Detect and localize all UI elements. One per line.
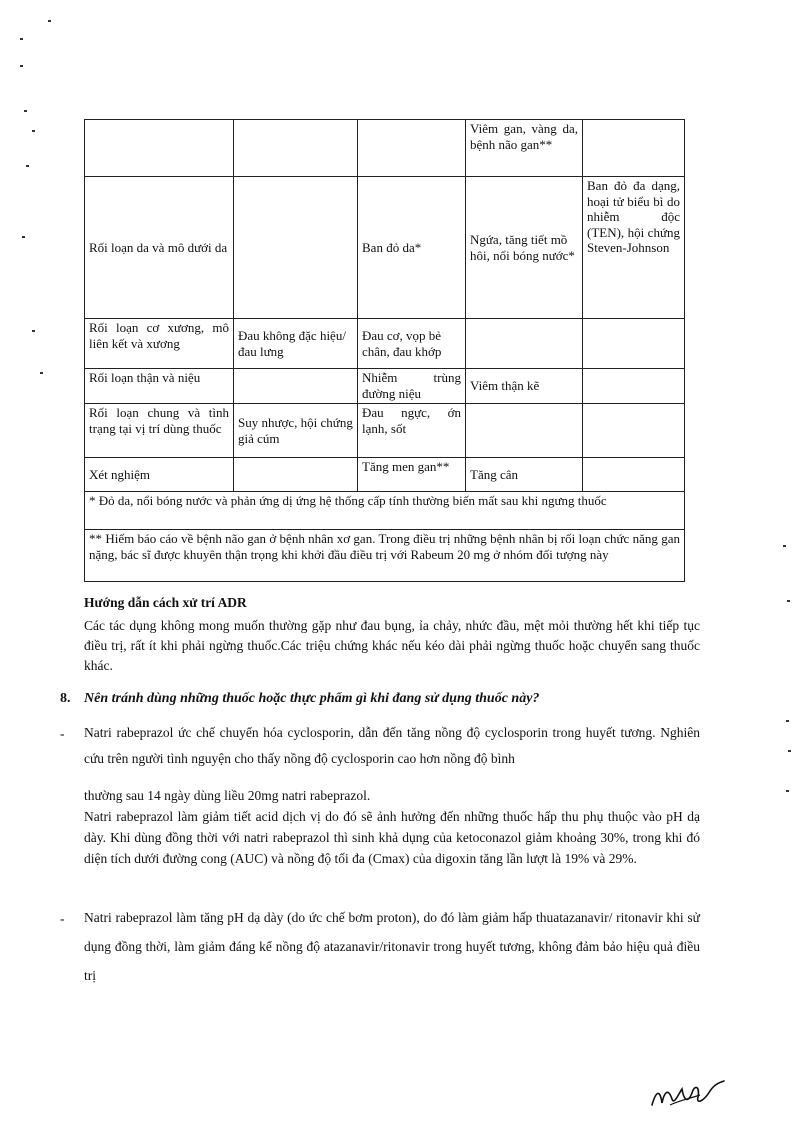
scan-speck bbox=[783, 545, 786, 547]
interaction-atazanavir: Natri rabeprazol làm tăng pH dạ dày (do ức chế bơm proton), do đó làm giảm hấp thuatazanavir/ ritonavir khi sử dụng đồng thời, làm giảm đáng kể nồng độ atazanavir/ritonavir trong huyết tương, không đảm bảo hiệu quả điều trị bbox=[84, 910, 700, 983]
scan-speck bbox=[40, 372, 43, 374]
section-title: Nên tránh dùng những thuốc hoặc thực phẩm gì khi đang sử dụng thuốc này? bbox=[84, 691, 540, 706]
table-cell bbox=[234, 369, 358, 404]
scan-speck bbox=[22, 236, 25, 238]
table-cell bbox=[583, 319, 685, 369]
table-cell: Xét nghiệm bbox=[85, 458, 234, 492]
table-cell: Rối loạn chung và tình trạng tại vị trí dùng thuốc bbox=[85, 404, 234, 458]
interaction-cyclosporin: Natri rabeprazol ức chế chuyển hóa cyclosporin, dẫn đến tăng nồng độ cyclosporin trong huyết tương. Nghiên cứu trên người tình nguyện cho thấy nồng độ cyclosporin cao hơn nồng độ bình bbox=[84, 725, 700, 766]
scan-speck bbox=[24, 110, 27, 112]
section-8-heading bbox=[60, 690, 539, 709]
table-cell bbox=[583, 369, 685, 404]
interaction-cyclosporin-end: thường sau 14 ngày dùng liều 20mg natri rabeprazol. bbox=[84, 788, 371, 803]
interaction-block-3 bbox=[84, 903, 700, 990]
scan-speck bbox=[786, 790, 789, 792]
section-number: 8. bbox=[60, 691, 71, 706]
table-cell bbox=[583, 120, 685, 177]
table-row bbox=[85, 369, 685, 404]
scan-speck bbox=[786, 720, 789, 722]
table-cell: Suy nhược, hội chứng giả cúm bbox=[234, 404, 358, 458]
table-cell: Ban đỏ da* bbox=[358, 177, 466, 319]
scan-speck bbox=[48, 20, 51, 22]
table-row bbox=[85, 404, 685, 458]
table-footnote-row bbox=[85, 492, 685, 530]
scan-speck bbox=[20, 38, 23, 40]
interaction-block-1-end bbox=[84, 786, 700, 806]
table-cell: Đau không đặc hiệu/ đau lưng bbox=[234, 319, 358, 369]
table-row bbox=[85, 458, 685, 492]
table-cell: Đau ngực, ớn lạnh, sốt bbox=[358, 404, 466, 458]
table-cell bbox=[234, 177, 358, 319]
scan-speck bbox=[32, 330, 35, 332]
scan-speck bbox=[788, 750, 791, 752]
bullet-dash: - bbox=[60, 911, 65, 926]
table-cell: Rối loạn thận và niệu bbox=[85, 369, 234, 404]
adr-guide-block bbox=[84, 616, 700, 676]
interaction-block-1 bbox=[84, 720, 700, 772]
interaction-ph: Natri rabeprazol làm giảm tiết acid dịch vị do đó sẽ ảnh hưởng đến những thuốc hấp thu phụ thuộc vào pH dạ dày. Khi dùng đồng thời với natri rabeprazol thì sinh khả dụng của ketoconazol giảm khoảng 30%, trong khi đó diện tích dưới đường cong (AUC) và nồng độ tối đa (Cmax) của digoxin tăng lần lượt là 19% và 29%. bbox=[84, 809, 700, 866]
signature bbox=[648, 1075, 728, 1113]
table-cell: Ban đỏ đa dạng, hoại tử biểu bì do nhiễm độc (TEN), hội chứng Steven-Johnson bbox=[583, 177, 685, 319]
table-cell: Rối loạn cơ xương, mô liên kết và xương bbox=[85, 319, 234, 369]
table-cell bbox=[466, 404, 583, 458]
table-cell bbox=[85, 120, 234, 177]
table-cell: Viêm thận kẽ bbox=[466, 369, 583, 404]
scan-speck bbox=[32, 130, 35, 132]
table-cell: Đau cơ, vọp bẻ chân, đau khớp bbox=[358, 319, 466, 369]
table-footnote: * Đỏ da, nổi bóng nước và phản ứng dị ứng hệ thống cấp tính thường biến mất sau khi ngưng thuốc bbox=[85, 492, 685, 530]
table-cell bbox=[234, 120, 358, 177]
table-row bbox=[85, 120, 685, 177]
adr-guide-heading: Hướng dẫn cách xử trí ADR bbox=[84, 595, 247, 610]
table-cell: Tăng cân bbox=[466, 458, 583, 492]
table-cell: Ngứa, tăng tiết mồ hôi, nổi bóng nước* bbox=[466, 177, 583, 319]
table-row bbox=[85, 319, 685, 369]
table-cell bbox=[466, 319, 583, 369]
table-cell: Rối loạn da và mô dưới da bbox=[85, 177, 234, 319]
scan-speck bbox=[20, 65, 23, 67]
table-cell: Tăng men gan** bbox=[358, 458, 466, 492]
table-footnote: ** Hiếm báo cáo về bệnh não gan ở bệnh nhân xơ gan. Trong điều trị những bệnh nhân bị rối loạn chức năng gan nặng, bác sĩ được khuyên thận trọng khi khởi đầu điều trị với Rabeum 20 mg ở nhóm đối tượng này bbox=[85, 530, 685, 582]
table-cell: Viêm gan, vàng da, bệnh não gan** bbox=[466, 120, 583, 177]
table-row bbox=[85, 177, 685, 319]
table-cell bbox=[583, 458, 685, 492]
scan-speck bbox=[787, 600, 790, 602]
table-cell bbox=[234, 458, 358, 492]
table-cell bbox=[358, 120, 466, 177]
table-cell: Nhiễm trùng đường niệu bbox=[358, 369, 466, 404]
scan-speck bbox=[26, 165, 29, 167]
interaction-block-2 bbox=[84, 806, 700, 869]
bullet-dash: - bbox=[60, 726, 65, 741]
table-footnote-row bbox=[85, 530, 685, 582]
adr-table bbox=[84, 119, 685, 582]
table-cell bbox=[583, 404, 685, 458]
adr-guide-body: Các tác dụng không mong muốn thường gặp như đau bụng, ỉa chảy, nhức đầu, mệt mỏi thường hết khi tiếp tục điều trị, rất ít khi phải ngừng thuốc.Các triệu chứng khác nếu kéo dài phải ngừng thuốc hoặc chuyển sang thuốc khác. bbox=[84, 618, 700, 673]
